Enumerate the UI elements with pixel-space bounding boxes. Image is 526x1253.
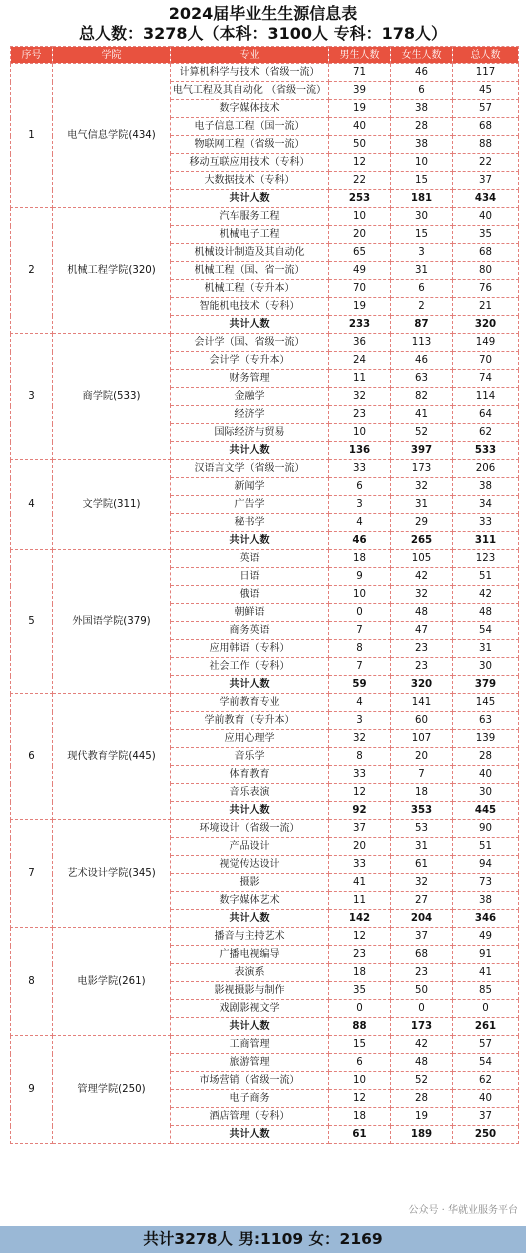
- total-count: 40: [453, 766, 519, 784]
- female-count: 30: [391, 208, 453, 226]
- total-count: 45: [453, 82, 519, 100]
- female-count: 141: [391, 694, 453, 712]
- college-index: 8: [11, 928, 53, 1036]
- major-name: 社会工作（专科）: [171, 658, 329, 676]
- female-count: 32: [391, 586, 453, 604]
- male-count: 6: [329, 1054, 391, 1072]
- table-row: [11, 928, 519, 946]
- female-count: 50: [391, 982, 453, 1000]
- male-count: 10: [329, 208, 391, 226]
- male-count: 23: [329, 946, 391, 964]
- table-row: [11, 550, 519, 568]
- total-count: 68: [453, 118, 519, 136]
- male-count: 233: [329, 316, 391, 334]
- male-count: 32: [329, 730, 391, 748]
- total-count: 22: [453, 154, 519, 172]
- total-count: 68: [453, 244, 519, 262]
- major-name: 广播电视编导: [171, 946, 329, 964]
- college-index: 5: [11, 550, 53, 694]
- male-count: 20: [329, 226, 391, 244]
- male-count: 12: [329, 1090, 391, 1108]
- male-count: 3: [329, 496, 391, 514]
- total-count: 145: [453, 694, 519, 712]
- total-count: 70: [453, 352, 519, 370]
- college-name: 外国语学院(379): [53, 550, 171, 694]
- footer-bar: [0, 1226, 526, 1253]
- female-count: 23: [391, 964, 453, 982]
- male-count: 32: [329, 388, 391, 406]
- major-name: 应用韩语（专科）: [171, 640, 329, 658]
- total-count: 51: [453, 838, 519, 856]
- subtotal-label: 共计人数: [171, 1018, 329, 1036]
- total-count: 74: [453, 370, 519, 388]
- footer-summary: 共计3278人 男:1109 女：2169: [143, 1230, 383, 1248]
- college-name: 现代教育学院(445): [53, 694, 171, 820]
- total-count: 123: [453, 550, 519, 568]
- female-count: 52: [391, 1072, 453, 1090]
- female-count: 181: [391, 190, 453, 208]
- table-row: [11, 208, 519, 226]
- major-name: 视觉传达设计: [171, 856, 329, 874]
- total-count: 57: [453, 1036, 519, 1054]
- total-count: 261: [453, 1018, 519, 1036]
- female-count: 15: [391, 226, 453, 244]
- male-count: 18: [329, 1108, 391, 1126]
- female-count: 28: [391, 118, 453, 136]
- male-count: 39: [329, 82, 391, 100]
- female-count: 42: [391, 1036, 453, 1054]
- female-count: 6: [391, 82, 453, 100]
- male-count: 59: [329, 676, 391, 694]
- female-count: 0: [391, 1000, 453, 1018]
- total-count: 250: [453, 1126, 519, 1144]
- female-count: 38: [391, 136, 453, 154]
- major-name: 旅游管理: [171, 1054, 329, 1072]
- female-count: 3: [391, 244, 453, 262]
- subtotal-label: 共计人数: [171, 316, 329, 334]
- major-name: 电子信息工程（国一流）: [171, 118, 329, 136]
- male-count: 18: [329, 964, 391, 982]
- female-count: 7: [391, 766, 453, 784]
- subtotal-label: 共计人数: [171, 442, 329, 460]
- female-count: 15: [391, 172, 453, 190]
- female-count: 23: [391, 640, 453, 658]
- table-header-row: [11, 47, 519, 64]
- female-count: 23: [391, 658, 453, 676]
- female-count: 38: [391, 100, 453, 118]
- major-name: 秘书学: [171, 514, 329, 532]
- female-count: 265: [391, 532, 453, 550]
- college-name: 管理学院(250): [53, 1036, 171, 1144]
- total-count: 40: [453, 208, 519, 226]
- subtotal-label: 共计人数: [171, 190, 329, 208]
- male-count: 61: [329, 1126, 391, 1144]
- total-count: 49: [453, 928, 519, 946]
- total-count: 38: [453, 892, 519, 910]
- major-name: 大数据技术（专科）: [171, 172, 329, 190]
- major-name: 电气工程及其自动化 （省级一流）: [171, 82, 329, 100]
- total-count: 42: [453, 586, 519, 604]
- major-name: 国际经济与贸易: [171, 424, 329, 442]
- female-count: 31: [391, 262, 453, 280]
- female-count: 353: [391, 802, 453, 820]
- male-count: 24: [329, 352, 391, 370]
- female-count: 48: [391, 604, 453, 622]
- male-count: 20: [329, 838, 391, 856]
- male-count: 36: [329, 334, 391, 352]
- total-count: 76: [453, 280, 519, 298]
- major-name: 俄语: [171, 586, 329, 604]
- major-name: 移动互联应用技术（专科）: [171, 154, 329, 172]
- male-count: 7: [329, 658, 391, 676]
- male-count: 142: [329, 910, 391, 928]
- total-count: 57: [453, 100, 519, 118]
- male-count: 35: [329, 982, 391, 1000]
- total-count: 346: [453, 910, 519, 928]
- female-count: 28: [391, 1090, 453, 1108]
- female-count: 60: [391, 712, 453, 730]
- total-count: 37: [453, 1108, 519, 1126]
- female-count: 37: [391, 928, 453, 946]
- female-count: 41: [391, 406, 453, 424]
- major-name: 影视摄影与制作: [171, 982, 329, 1000]
- total-count: 64: [453, 406, 519, 424]
- total-count: 117: [453, 64, 519, 82]
- female-count: 204: [391, 910, 453, 928]
- total-count: 88: [453, 136, 519, 154]
- total-count: 206: [453, 460, 519, 478]
- male-count: 12: [329, 928, 391, 946]
- male-count: 41: [329, 874, 391, 892]
- major-name: 学前教育专业: [171, 694, 329, 712]
- female-count: 32: [391, 874, 453, 892]
- major-name: 广告学: [171, 496, 329, 514]
- total-count: 54: [453, 622, 519, 640]
- major-name: 应用心理学: [171, 730, 329, 748]
- male-count: 92: [329, 802, 391, 820]
- total-count: 445: [453, 802, 519, 820]
- table-row: [11, 820, 519, 838]
- major-name: 财务管理: [171, 370, 329, 388]
- graduate-table: [10, 46, 519, 1144]
- male-count: 11: [329, 892, 391, 910]
- college-index: 1: [11, 64, 53, 208]
- major-name: 戏剧影视文学: [171, 1000, 329, 1018]
- major-name: 环境设计（省级一流）: [171, 820, 329, 838]
- major-name: 会计学（专升本）: [171, 352, 329, 370]
- header-index: 序号: [11, 47, 53, 64]
- total-count: 54: [453, 1054, 519, 1072]
- male-count: 88: [329, 1018, 391, 1036]
- female-count: 2: [391, 298, 453, 316]
- header-college: 学院: [53, 47, 171, 64]
- college-index: 2: [11, 208, 53, 334]
- female-count: 48: [391, 1054, 453, 1072]
- college-index: 4: [11, 460, 53, 550]
- subtotal-label: 共计人数: [171, 802, 329, 820]
- total-count: 320: [453, 316, 519, 334]
- major-name: 产品设计: [171, 838, 329, 856]
- male-count: 50: [329, 136, 391, 154]
- female-count: 46: [391, 352, 453, 370]
- female-count: 6: [391, 280, 453, 298]
- watermark: 公众号 · 华就业服务平台: [408, 1205, 518, 1216]
- total-count: 63: [453, 712, 519, 730]
- female-count: 189: [391, 1126, 453, 1144]
- female-count: 32: [391, 478, 453, 496]
- male-count: 19: [329, 298, 391, 316]
- major-name: 商务英语: [171, 622, 329, 640]
- female-count: 107: [391, 730, 453, 748]
- major-name: 摄影: [171, 874, 329, 892]
- female-count: 52: [391, 424, 453, 442]
- female-count: 31: [391, 838, 453, 856]
- college-index: 6: [11, 694, 53, 820]
- male-count: 33: [329, 856, 391, 874]
- male-count: 6: [329, 478, 391, 496]
- total-count: 94: [453, 856, 519, 874]
- male-count: 3: [329, 712, 391, 730]
- major-name: 机械工程（专升本）: [171, 280, 329, 298]
- male-count: 10: [329, 1072, 391, 1090]
- major-name: 电子商务: [171, 1090, 329, 1108]
- subtotal-label: 共计人数: [171, 532, 329, 550]
- female-count: 61: [391, 856, 453, 874]
- total-count: 30: [453, 784, 519, 802]
- major-name: 物联网工程（省级一流）: [171, 136, 329, 154]
- male-count: 49: [329, 262, 391, 280]
- female-count: 113: [391, 334, 453, 352]
- total-count: 379: [453, 676, 519, 694]
- college-name: 机械工程学院(320): [53, 208, 171, 334]
- total-count: 34: [453, 496, 519, 514]
- female-count: 87: [391, 316, 453, 334]
- total-count: 90: [453, 820, 519, 838]
- male-count: 0: [329, 1000, 391, 1018]
- major-name: 计算机科学与技术（省级一流）: [171, 64, 329, 82]
- total-count: 62: [453, 424, 519, 442]
- male-count: 37: [329, 820, 391, 838]
- total-count: 91: [453, 946, 519, 964]
- female-count: 19: [391, 1108, 453, 1126]
- college-name: 文学院(311): [53, 460, 171, 550]
- female-count: 63: [391, 370, 453, 388]
- page-title: 2024届毕业生生源信息表: [168, 4, 358, 23]
- female-count: 10: [391, 154, 453, 172]
- major-name: 工商管理: [171, 1036, 329, 1054]
- total-count: 114: [453, 388, 519, 406]
- total-count: 149: [453, 334, 519, 352]
- major-name: 表演系: [171, 964, 329, 982]
- major-name: 数字媒体技术: [171, 100, 329, 118]
- header-male: 男生人数: [329, 47, 391, 64]
- major-name: 学前教育（专升本）: [171, 712, 329, 730]
- major-name: 经济学: [171, 406, 329, 424]
- major-name: 机械工程（国、省一流）: [171, 262, 329, 280]
- total-count: 31: [453, 640, 519, 658]
- major-name: 会计学（国、省级一流）: [171, 334, 329, 352]
- major-name: 汽车服务工程: [171, 208, 329, 226]
- major-name: 音乐学: [171, 748, 329, 766]
- male-count: 15: [329, 1036, 391, 1054]
- table-row: [11, 694, 519, 712]
- major-name: 朝鲜语: [171, 604, 329, 622]
- college-index: 7: [11, 820, 53, 928]
- female-count: 31: [391, 496, 453, 514]
- header-total: 总人数: [453, 47, 519, 64]
- male-count: 46: [329, 532, 391, 550]
- female-count: 397: [391, 442, 453, 460]
- female-count: 42: [391, 568, 453, 586]
- total-count: 48: [453, 604, 519, 622]
- major-name: 金融学: [171, 388, 329, 406]
- total-count: 73: [453, 874, 519, 892]
- major-name: 汉语言文学（省级一流）: [171, 460, 329, 478]
- male-count: 9: [329, 568, 391, 586]
- college-name: 电气信息学院(434): [53, 64, 171, 208]
- total-count: 85: [453, 982, 519, 1000]
- major-name: 智能机电技术（专科）: [171, 298, 329, 316]
- male-count: 40: [329, 118, 391, 136]
- major-name: 音乐表演: [171, 784, 329, 802]
- female-count: 173: [391, 460, 453, 478]
- male-count: 8: [329, 748, 391, 766]
- male-count: 4: [329, 514, 391, 532]
- female-count: 320: [391, 676, 453, 694]
- major-name: 新闻学: [171, 478, 329, 496]
- total-count: 41: [453, 964, 519, 982]
- total-count: 33: [453, 514, 519, 532]
- total-count: 35: [453, 226, 519, 244]
- college-name: 商学院(533): [53, 334, 171, 460]
- female-count: 47: [391, 622, 453, 640]
- female-count: 82: [391, 388, 453, 406]
- male-count: 33: [329, 766, 391, 784]
- major-name: 市场营销（省级一流）: [171, 1072, 329, 1090]
- major-name: 数字媒体艺术: [171, 892, 329, 910]
- header-major: 专业: [171, 47, 329, 64]
- major-name: 体育教育: [171, 766, 329, 784]
- male-count: 0: [329, 604, 391, 622]
- female-count: 27: [391, 892, 453, 910]
- male-count: 71: [329, 64, 391, 82]
- college-name: 电影学院(261): [53, 928, 171, 1036]
- female-count: 18: [391, 784, 453, 802]
- male-count: 12: [329, 784, 391, 802]
- table-row: [11, 334, 519, 352]
- table-row: [11, 64, 519, 82]
- male-count: 11: [329, 370, 391, 388]
- major-name: 英语: [171, 550, 329, 568]
- total-count: 139: [453, 730, 519, 748]
- total-count: 28: [453, 748, 519, 766]
- total-count: 30: [453, 658, 519, 676]
- total-count: 38: [453, 478, 519, 496]
- male-count: 10: [329, 586, 391, 604]
- subtotal-label: 共计人数: [171, 676, 329, 694]
- male-count: 23: [329, 406, 391, 424]
- female-count: 68: [391, 946, 453, 964]
- total-count: 37: [453, 172, 519, 190]
- female-count: 29: [391, 514, 453, 532]
- total-count: 51: [453, 568, 519, 586]
- male-count: 253: [329, 190, 391, 208]
- total-count: 311: [453, 532, 519, 550]
- total-count: 21: [453, 298, 519, 316]
- header-female: 女生人数: [391, 47, 453, 64]
- total-count: 434: [453, 190, 519, 208]
- male-count: 12: [329, 154, 391, 172]
- male-count: 7: [329, 622, 391, 640]
- total-count: 533: [453, 442, 519, 460]
- male-count: 10: [329, 424, 391, 442]
- major-name: 机械电子工程: [171, 226, 329, 244]
- table-row: [11, 1036, 519, 1054]
- female-count: 173: [391, 1018, 453, 1036]
- total-count: 40: [453, 1090, 519, 1108]
- college-index: 3: [11, 334, 53, 460]
- male-count: 8: [329, 640, 391, 658]
- male-count: 18: [329, 550, 391, 568]
- page-subtitle: 总人数：3278人（本科：3100人 专科：178人）: [78, 24, 448, 43]
- male-count: 22: [329, 172, 391, 190]
- female-count: 20: [391, 748, 453, 766]
- subtotal-label: 共计人数: [171, 1126, 329, 1144]
- total-count: 0: [453, 1000, 519, 1018]
- male-count: 33: [329, 460, 391, 478]
- table-row: [11, 460, 519, 478]
- female-count: 53: [391, 820, 453, 838]
- college-index: 9: [11, 1036, 53, 1144]
- college-name: 艺术设计学院(345): [53, 820, 171, 928]
- male-count: 70: [329, 280, 391, 298]
- male-count: 136: [329, 442, 391, 460]
- female-count: 46: [391, 64, 453, 82]
- major-name: 酒店管理（专科）: [171, 1108, 329, 1126]
- male-count: 65: [329, 244, 391, 262]
- table-body: [11, 64, 519, 1144]
- male-count: 19: [329, 100, 391, 118]
- major-name: 日语: [171, 568, 329, 586]
- total-count: 62: [453, 1072, 519, 1090]
- total-count: 80: [453, 262, 519, 280]
- major-name: 播音与主持艺术: [171, 928, 329, 946]
- male-count: 4: [329, 694, 391, 712]
- subtotal-label: 共计人数: [171, 910, 329, 928]
- female-count: 105: [391, 550, 453, 568]
- major-name: 机械设计制造及其自动化: [171, 244, 329, 262]
